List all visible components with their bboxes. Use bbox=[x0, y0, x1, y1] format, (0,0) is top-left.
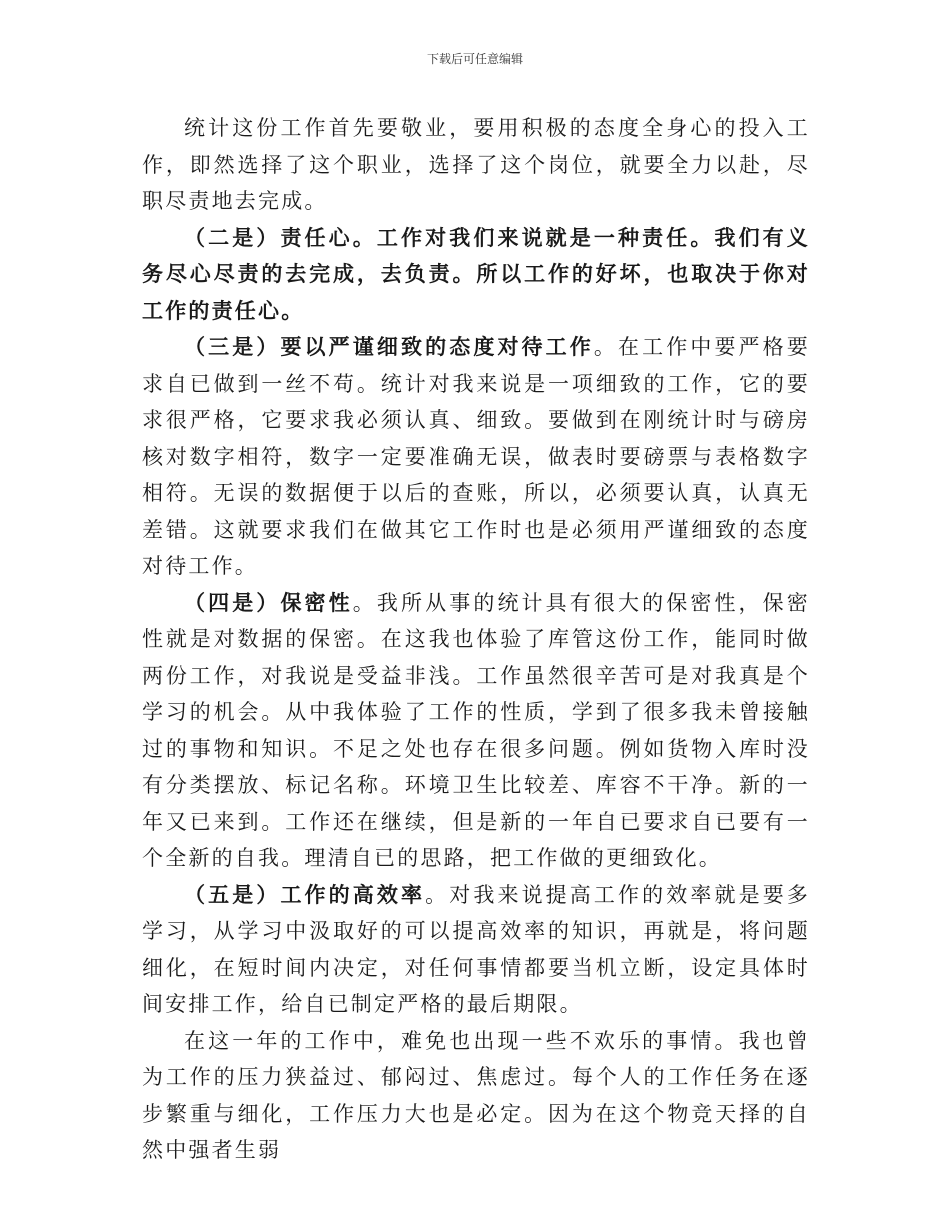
paragraph-1 bbox=[142, 110, 810, 220]
paragraph-4 bbox=[142, 585, 810, 877]
paragraph-2-lead: （二是）责任心。工作对我们来说就是一种责任。我们有义务尽心尽责的去完成，去负责。所以工作的好坏，也取决于你对工作的责任心。 bbox=[142, 224, 810, 323]
paragraph-5 bbox=[142, 877, 810, 1023]
paragraph-2 bbox=[142, 220, 810, 330]
paragraph-5-lead: （五是）工作的高效率 bbox=[184, 881, 426, 907]
paragraph-6-body: 在这一年的工作中，难免也出现一些不欢乐的事情。我也曾为工作的压力狭益过、郁闷过、焦虑过。每个人的工作任务在逐步繁重与细化，工作压力大也是必定。因为在这个物竞天择的自然中强者生弱 bbox=[142, 1028, 810, 1162]
paragraph-6 bbox=[142, 1023, 810, 1169]
paragraph-4-lead: （四是）保密性 bbox=[184, 589, 353, 615]
paragraph-3-body: 。在工作中要严格要求自已做到一丝不苟。统计对我来说是一项细致的工作，它的要求很严格，它要求我必须认真、细致。要做到在刚统计时与磅房核对数字相符，数字一定要准确无误，做表时要磅票与表格数字相符。无误的数据便于以后的查账，所以，必须要认真，认真无差错。这就要求我们在做其它工作时也是必须用严谨细致的态度对待工作。 bbox=[142, 335, 810, 578]
paragraph-4-body: 。我所从事的统计具有很大的保密性，保密性就是对数据的保密。在这我也体验了库管这份工作，能同时做两份工作，对我说是受益非浅。工作虽然很辛苦可是对我真是个学习的机会。从中我体验了工作的性质，学到了很多我未曾接触过的事物和知识。不足之处也存在很多问题。例如货物入库时没有分类摆放、标记名称。环境卫生比较差、库容不干净。新的一年又已来到。工作还在继续，但是新的一年自已要求自已要有一个全新的自我。理清自已的思路，把工作做的更细致化。 bbox=[142, 590, 810, 870]
paragraph-5-body: 。对我来说提高工作的效率就是要多学习，从学习中汲取好的可以提高效率的知识，再就是，将问题细化，在短时间内决定，对任何事情都要当机立断，设定具体时间安排工作，给自已制定严格的最后期限。 bbox=[142, 882, 811, 1016]
document-body bbox=[142, 110, 810, 1169]
paragraph-3-lead: （三是）要以严谨细致的态度对待工作 bbox=[184, 334, 594, 359]
paragraph-3 bbox=[142, 329, 810, 585]
paragraph-1-body: 统计这份工作首先要敬业，要用积极的态度全身心的投入工作，即然选择了这个职业，选择了这个岗位，就要全力以赴，尽职尽责地去完成。 bbox=[142, 116, 810, 213]
page-header: 下载后可任意编辑 bbox=[426, 52, 523, 66]
